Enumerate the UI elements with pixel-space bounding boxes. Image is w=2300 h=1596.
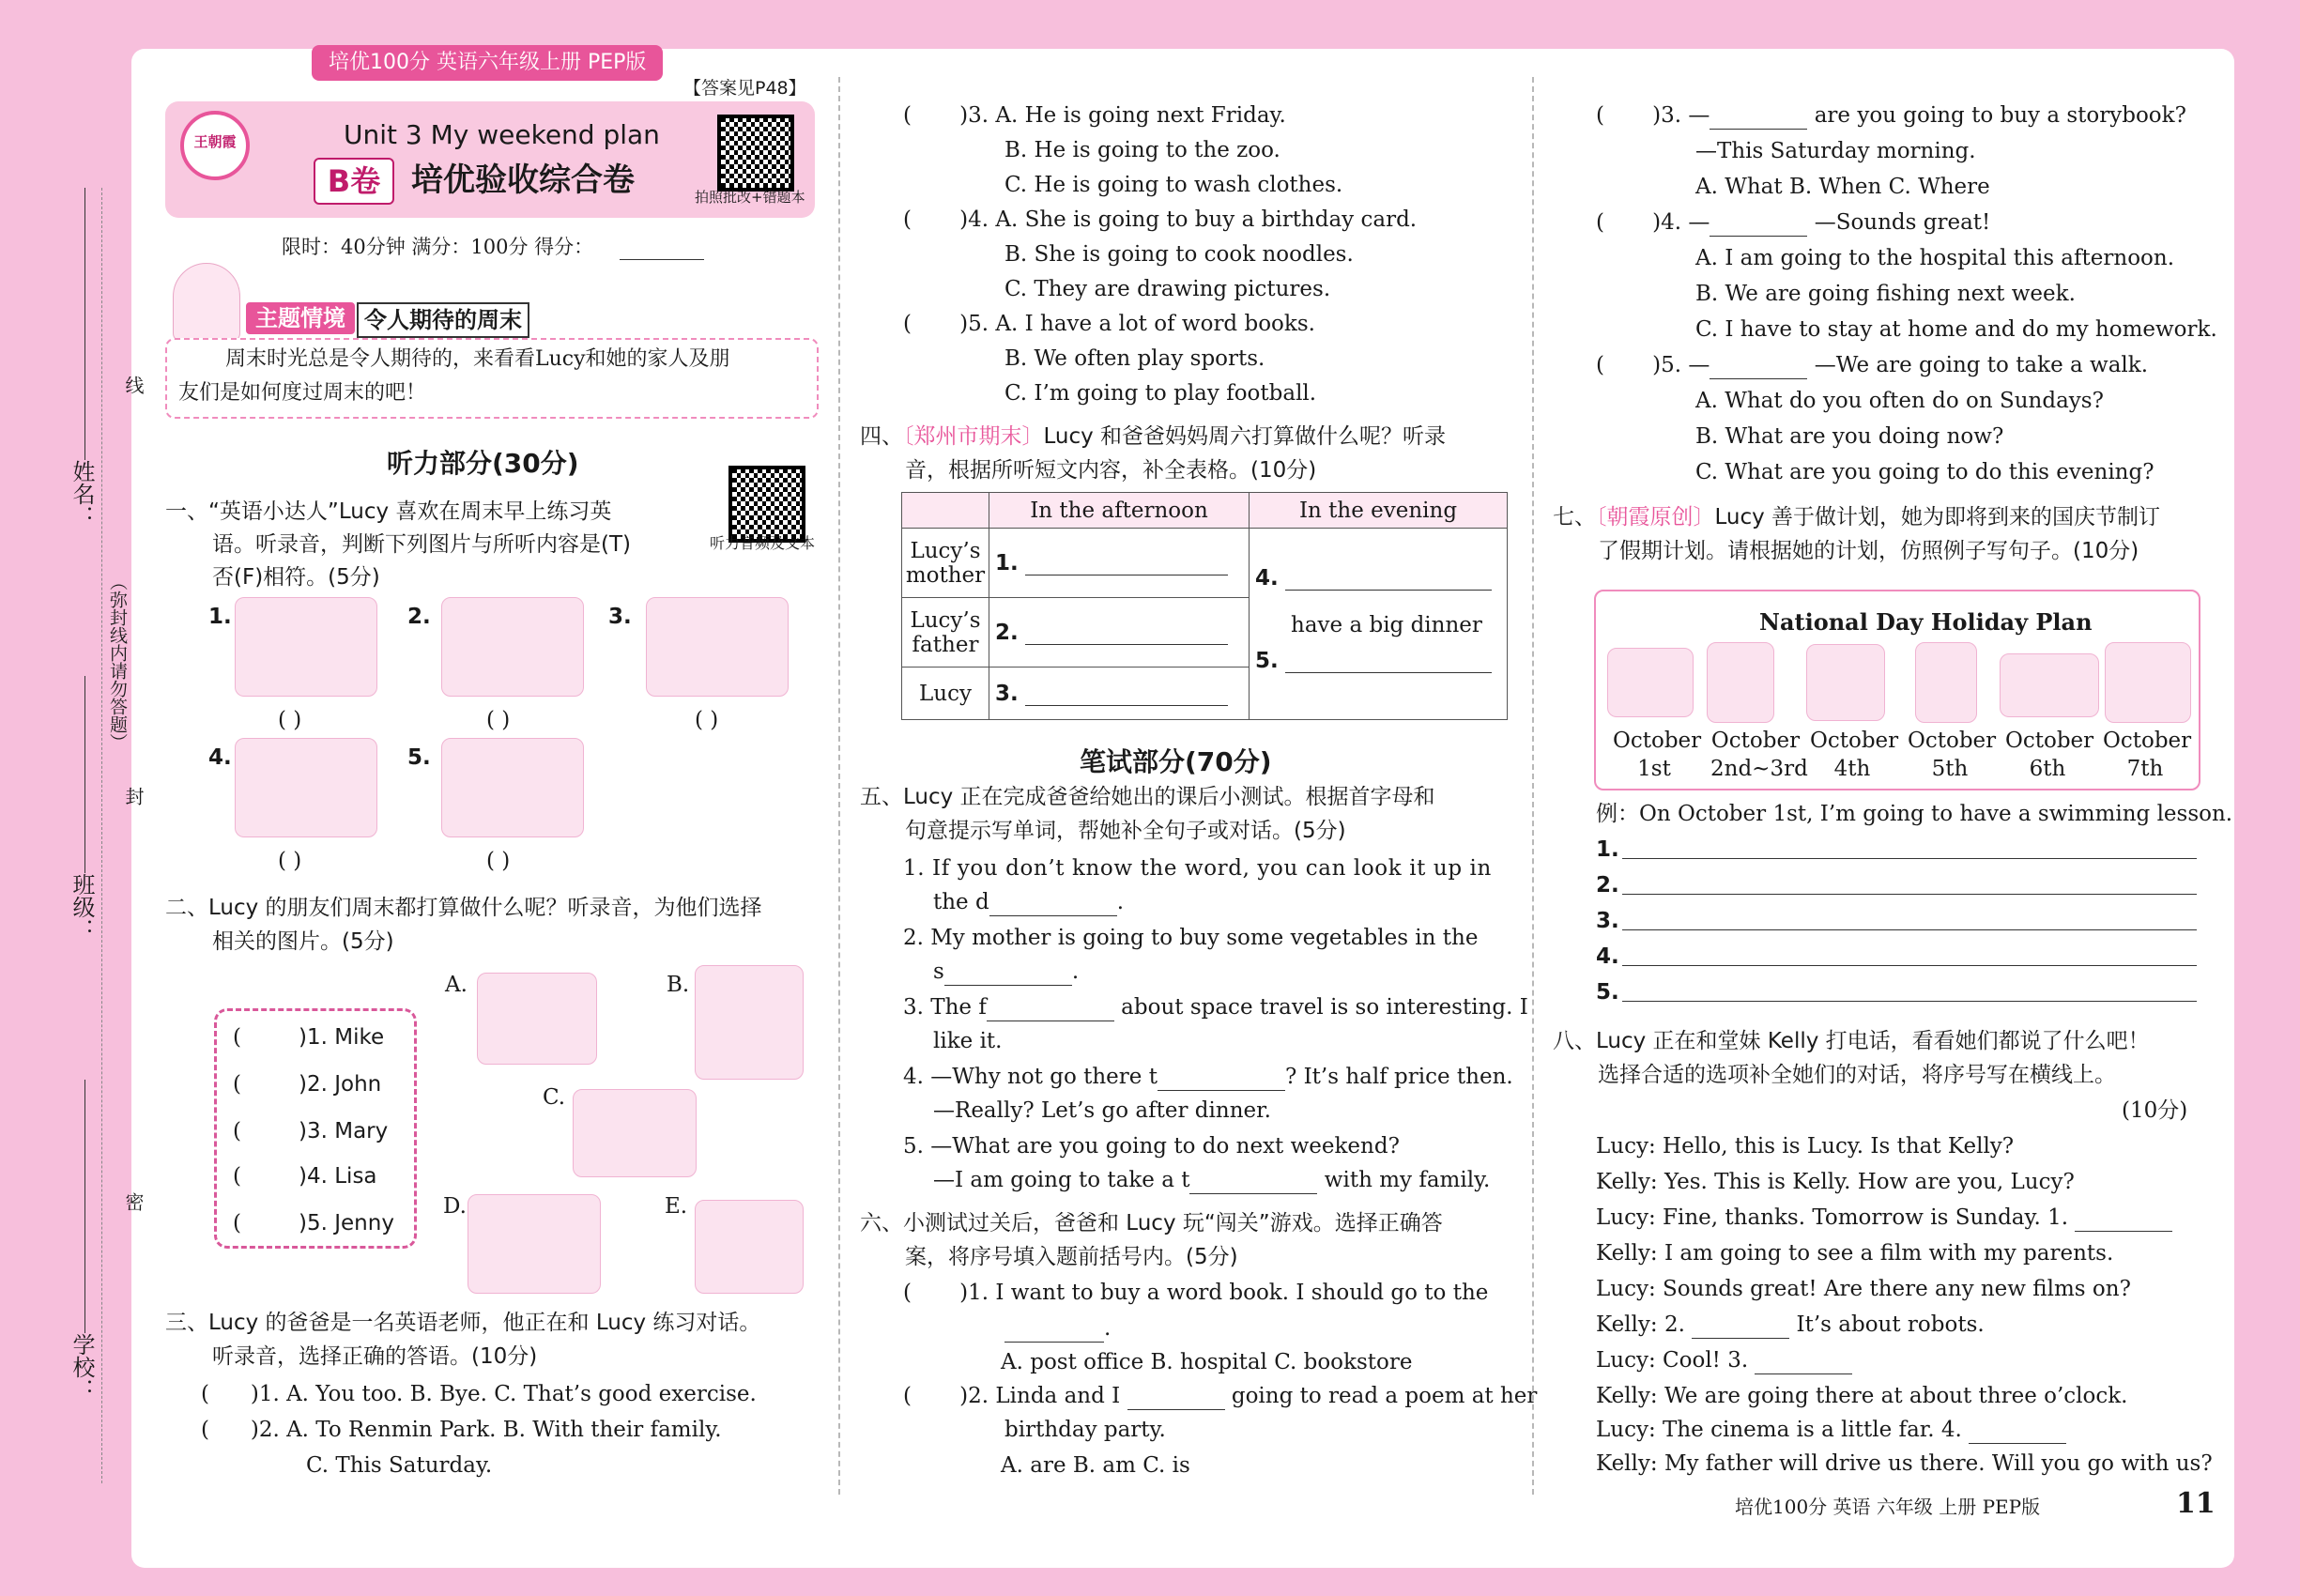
s6-q4: ( )4. — —Sounds great! xyxy=(1596,210,1991,235)
theme-text-1: 周末时光总是令人期待的，来看看Lucy和她的家人及朋 xyxy=(225,347,730,371)
s8-title-2: 选择合适的选项补全她们的对话，将序号写在横线上。 xyxy=(1598,1063,2116,1087)
s8-blank-2[interactable] xyxy=(1692,1338,1789,1339)
s6-q2-options: A. are B. am C. is xyxy=(1001,1453,1190,1478)
s2-paren-1[interactable]: ( xyxy=(233,1025,290,1050)
s4-col-afternoon: In the afternoon xyxy=(989,493,1250,529)
s3-paren-2[interactable]: ( xyxy=(201,1418,251,1442)
s7-line-4[interactable] xyxy=(1622,965,2197,966)
gutter-line-mark: 线 xyxy=(122,376,145,394)
gutter-warning: （弥封线内请勿答题） xyxy=(107,573,128,751)
s6-q1-options: A. post office B. hospital C. bookstore xyxy=(1001,1350,1413,1374)
s3-q4-b: B. She is going to cook noodles. xyxy=(1004,242,1354,267)
s1-num-3: 3. xyxy=(608,605,632,629)
listening-qr-code[interactable] xyxy=(728,466,805,543)
s7-example: 例：On October 1st, I’m going to have a swimming lesson. xyxy=(1596,802,2233,826)
plan-day-6: October 7th xyxy=(2103,729,2192,781)
publisher-logo: 王朝霞 xyxy=(180,111,250,180)
s2-picture-c xyxy=(573,1089,697,1177)
class-field[interactable] xyxy=(84,676,85,873)
s1-picture-3 xyxy=(646,597,789,697)
score-field[interactable] xyxy=(620,259,704,260)
s6-q2: ( )2. Linda and I going to read a poem at her xyxy=(903,1384,1538,1408)
s3-q2: ( )2. A. To Renmin Park. B. With their family. xyxy=(201,1418,722,1442)
s8-line-1: Lucy: Hello, this is Lucy. Is that Kelly? xyxy=(1596,1134,2015,1159)
s1-picture-4 xyxy=(235,738,377,837)
s2-pic-label-c: C. xyxy=(543,1085,566,1110)
s2-item-2: )2. John xyxy=(299,1072,382,1097)
s8-line-5: Lucy: Sounds great! Are there any new films on? xyxy=(1596,1277,2131,1301)
s8-line-7: Lucy: Cool! 3. xyxy=(1596,1346,1852,1374)
s1-paren-1[interactable]: ( ) xyxy=(278,708,302,732)
s8-score: (10分) xyxy=(2122,1098,2188,1123)
s5-blank-1[interactable] xyxy=(989,915,1117,916)
s6-blank-4[interactable] xyxy=(1710,236,1807,237)
s5-q2-b: s . xyxy=(933,959,1080,984)
s3-q3: ( )3. A. He is going next Friday. xyxy=(903,103,1286,128)
s4-given-answer: have a big dinner xyxy=(1291,613,1482,637)
s5-q5-b: —I am going to take a t with my family. xyxy=(933,1168,1491,1192)
s8-line-2: Kelly: Yes. This is Kelly. How are you, Lucy? xyxy=(1596,1170,2075,1194)
plan-day-1: October 1st xyxy=(1613,729,1702,781)
s4-table xyxy=(901,492,1508,720)
s2-pic-label-a: A. xyxy=(445,973,468,997)
s2-picture-b xyxy=(695,965,804,1080)
s8-blank-4[interactable] xyxy=(1969,1443,2066,1444)
s8-line-9: Lucy: The cinema is a little far. 4. xyxy=(1596,1416,2066,1444)
s2-paren-2[interactable]: ( xyxy=(233,1072,290,1097)
paper-qr-caption: 拍照批改+错题本 xyxy=(695,189,805,206)
s6-q5: ( )5. — —We are going to take a walk. xyxy=(1596,353,2149,377)
s2-picture-d xyxy=(468,1194,601,1294)
s4-cell-3[interactable]: 3. xyxy=(989,668,1250,720)
s5-q3-b: like it. xyxy=(933,1029,1003,1053)
s3-q4-c: C. They are drawing pictures. xyxy=(1004,277,1331,301)
s6-paren-2[interactable]: ( xyxy=(903,1384,960,1408)
plan-day-3: October 4th xyxy=(1810,729,1899,781)
s6-paren-3[interactable]: ( xyxy=(1596,103,1653,128)
s8-line-6: Kelly: 2. It’s about robots. xyxy=(1596,1312,1985,1337)
s1-paren-3[interactable]: ( ) xyxy=(695,708,719,732)
s4-row-lucy: Lucy xyxy=(902,668,989,720)
s7-num-1: 1. xyxy=(1596,837,1619,862)
s6-q5-b: B. What are you doing now? xyxy=(1695,424,2004,449)
column-divider-2 xyxy=(1532,77,1534,1495)
s6-blank-2[interactable] xyxy=(1127,1409,1225,1410)
name-label: 姓名： xyxy=(69,460,95,528)
s6-title-2: 案，将序号填入题前括号内。(5分) xyxy=(905,1245,1238,1269)
s6-paren-1[interactable]: ( xyxy=(903,1281,960,1305)
s6-blank-5[interactable] xyxy=(1710,378,1807,379)
s8-title-1: 八、Lucy 正在和堂妹 Kelly 打电话，看看她们都说了什么吧！ xyxy=(1553,1029,2150,1053)
s6-q2-b: birthday party. xyxy=(1004,1418,1166,1442)
s6-q3-options: A. What B. When C. Where xyxy=(1695,175,1990,199)
s2-title-1: 二、Lucy 的朋友们周末都打算做什么呢？听录音，为他们选择 xyxy=(165,896,762,920)
s7-tag: 〔朝霞原创〕 xyxy=(1596,505,1715,529)
s5-q4-a: 4. —Why not go there t ? It’s half price then. xyxy=(903,1065,1513,1089)
s6-paren-5[interactable]: ( xyxy=(1596,353,1653,377)
s4-title-1: 四、〔郑州市期末〕Lucy 和爸爸妈妈周六打算做什么呢？听录 xyxy=(860,424,1447,449)
plan-day-4: October 5th xyxy=(1908,729,1997,781)
listening-heading: 听力部分(30分) xyxy=(387,448,579,479)
s7-num-4: 4. xyxy=(1596,944,1619,969)
s2-paren-4[interactable]: ( xyxy=(233,1164,290,1189)
s1-num-1: 1. xyxy=(208,605,232,629)
s6-q4-c: C. I have to stay at home and do my homework. xyxy=(1695,317,2217,342)
plan-picture-1 xyxy=(1607,648,1694,717)
s4-cell-1[interactable]: 1. xyxy=(989,529,1250,598)
paper-qr-code[interactable] xyxy=(717,115,794,192)
name-field[interactable] xyxy=(84,188,85,460)
s6-q5-c: C. What are you going to do this evening? xyxy=(1695,460,2154,484)
s5-q1-a: 1. If you don’t know the word, you can look it up in xyxy=(903,856,1492,881)
answer-ref: 【答案见P48】 xyxy=(683,78,806,99)
s4-col-evening: In the evening xyxy=(1250,493,1508,529)
s2-item-4: )4. Lisa xyxy=(299,1164,377,1189)
s7-line-1[interactable] xyxy=(1622,858,2197,859)
gutter-seal-mark: 封 xyxy=(122,787,145,806)
s3-title-2: 听录音，选择正确的答语。(10分) xyxy=(212,1344,538,1369)
s3-paren-1[interactable]: ( xyxy=(201,1382,251,1406)
s1-title-3: 否(F)相符。(5分) xyxy=(212,565,380,590)
school-label: 学校： xyxy=(69,1333,95,1401)
s4-title-2: 音，根据所听短文内容，补全表格。(10分) xyxy=(905,458,1317,483)
s6-q3: ( )3. — are you going to buy a storybook? xyxy=(1596,103,2186,128)
theme-label: 主题情境 xyxy=(246,302,355,334)
s1-num-4: 4. xyxy=(208,745,232,770)
theme-title: 令人期待的周末 xyxy=(357,302,529,338)
s4-cell-5[interactable]: 5. xyxy=(1255,649,1492,673)
gutter-secret-mark: 密 xyxy=(122,1192,145,1211)
unit-title: Unit 3 My weekend plan xyxy=(344,119,660,150)
s5-q4-b: —Really? Let’s go after dinner. xyxy=(933,1098,1271,1123)
s7-num-3: 3. xyxy=(1596,909,1619,933)
s8-blank-1[interactable] xyxy=(2075,1231,2172,1232)
s3-paren-5[interactable]: ( xyxy=(903,312,960,336)
listening-qr-caption: 听力音频及文本 xyxy=(710,534,816,552)
s3-q2-c: C. This Saturday. xyxy=(306,1453,493,1478)
s6-blank-3[interactable] xyxy=(1710,129,1807,130)
s1-paren-2[interactable]: ( ) xyxy=(486,708,511,732)
written-heading: 笔试部分(70分) xyxy=(1080,746,1272,777)
plan-title: National Day Holiday Plan xyxy=(1759,608,2093,636)
s7-num-2: 2. xyxy=(1596,873,1619,898)
s5-title-1: 五、Lucy 正在完成爸爸给她出的课后小测试。根据首字母和 xyxy=(860,785,1435,809)
s1-title-1: 一、“英语小达人”Lucy 喜欢在周末早上练习英 xyxy=(165,499,612,524)
s6-paren-4[interactable]: ( xyxy=(1596,210,1653,235)
s6-q1-blank[interactable]: . xyxy=(1004,1314,1111,1343)
s3-q4: ( )4. A. She is going to buy a birthday card. xyxy=(903,207,1418,232)
s3-paren-4[interactable]: ( xyxy=(903,207,960,232)
s4-row-mother: Lucy’s mother xyxy=(902,529,989,598)
s5-blank-5[interactable] xyxy=(1189,1193,1317,1194)
s8-blank-3[interactable] xyxy=(1755,1373,1852,1374)
s2-item-1: )1. Mike xyxy=(299,1025,385,1050)
s7-title-2: 了假期计划。请根据她的计划，仿照例子写句子。(10分) xyxy=(1598,539,2139,563)
s3-q5: ( )5. A. I have a lot of word books. xyxy=(903,312,1315,336)
s7-title-1: 七、〔朝霞原创〕Lucy 善于做计划，她为即将到来的国庆节制订 xyxy=(1553,505,2161,529)
column-divider-1 xyxy=(838,77,840,1495)
s6-q1: ( )1. I want to buy a word book. I should go to the xyxy=(903,1281,1489,1305)
s4-row-father: Lucy’s father xyxy=(902,598,989,668)
class-label: 班级： xyxy=(69,873,95,941)
s6-q4-b: B. We are going fishing next week. xyxy=(1695,282,2076,306)
s3-q5-c: C. I’m going to play football. xyxy=(1004,381,1317,406)
s4-cell-4[interactable]: 4. xyxy=(1255,566,1492,591)
exam-limits: 限时：40分钟 满分：100分 得分： xyxy=(282,236,594,258)
s6-q3-b: —This Saturday morning. xyxy=(1695,139,1976,163)
s5-blank-2[interactable] xyxy=(944,985,1072,986)
s1-num-2: 2. xyxy=(407,605,431,629)
s6-q5-a: A. What do you often do on Sundays? xyxy=(1695,389,2104,413)
plan-picture-2 xyxy=(1707,642,1774,723)
s1-paren-5[interactable]: ( ) xyxy=(486,849,511,873)
page-number: 11 xyxy=(2176,1487,2216,1520)
s1-paren-4[interactable]: ( ) xyxy=(278,849,302,873)
plan-picture-4 xyxy=(1915,642,1977,723)
s5-q2-a: 2. My mother is going to buy some vegetables in the xyxy=(903,926,1479,950)
series-tag: 培优100分 英语六年级上册 PEP版 xyxy=(312,45,663,81)
s8-line-3: Lucy: Fine, thanks. Tomorrow is Sunday. 1. xyxy=(1596,1204,2172,1232)
s5-q5-a: 5. —What are you going to do next weekend? xyxy=(903,1134,1400,1159)
s3-q3-c: C. He is going to wash clothes. xyxy=(1004,173,1343,197)
s3-q5-b: B. We often play sports. xyxy=(1004,346,1265,371)
s2-item-3: )3. Mary xyxy=(299,1119,389,1143)
plan-day-5: October 6th xyxy=(2005,729,2094,781)
plan-picture-5 xyxy=(2000,653,2099,717)
s3-q3-b: B. He is going to the zoo. xyxy=(1004,138,1280,162)
s2-pic-label-b: B. xyxy=(667,973,690,997)
s4-corner xyxy=(902,493,989,529)
s5-q1-b: the d . xyxy=(933,890,1125,914)
s4-cell-2[interactable]: 2. xyxy=(989,598,1250,668)
s2-paren-5[interactable]: ( xyxy=(233,1211,290,1235)
s1-title-2: 语。听录音，判断下列图片与所听内容是(T) xyxy=(212,532,631,557)
s2-picture-a xyxy=(477,973,597,1065)
s2-pic-label-e: E. xyxy=(665,1194,688,1219)
plan-picture-6 xyxy=(2105,642,2191,723)
s1-picture-2 xyxy=(441,597,584,697)
s2-picture-e xyxy=(695,1200,804,1294)
s4-evening-cell xyxy=(1250,529,1508,720)
s5-title-2: 句意提示写单词，帮她补全句子或对话。(5分) xyxy=(905,819,1346,843)
s7-line-5[interactable] xyxy=(1622,1001,2197,1002)
teacher-avatar xyxy=(173,263,240,342)
s5-blank-4[interactable] xyxy=(1158,1090,1285,1091)
plan-day-2: October 2nd~3rd xyxy=(1710,729,1808,781)
s1-num-5: 5. xyxy=(407,745,431,770)
s1-picture-5 xyxy=(441,738,584,837)
s3-q1: ( )1. A. You too. B. Bye. C. That’s good exercise. xyxy=(201,1382,757,1406)
footer-info: 培优100分 英语 六年级 上册 PEP版 xyxy=(1735,1496,2041,1518)
s8-line-8: Kelly: We are going there at about three o’clock. xyxy=(1596,1384,2128,1408)
theme-text-2: 友们是如何度过周末的吧！ xyxy=(178,381,427,405)
s8-line-10: Kelly: My father will drive us there. Will you go with us? xyxy=(1596,1451,2213,1476)
s7-line-2[interactable] xyxy=(1622,894,2197,895)
s7-line-3[interactable] xyxy=(1622,929,2197,930)
s2-item-5: )5. Jenny xyxy=(299,1211,394,1235)
s5-q3-a: 3. The f about space travel is so interesting. I xyxy=(903,995,1528,1020)
paper-label: B卷 xyxy=(314,158,394,205)
school-field[interactable] xyxy=(84,1080,85,1333)
paper-title: 培优验收综合卷 xyxy=(411,161,635,199)
s7-num-5: 5. xyxy=(1596,980,1619,1005)
plan-picture-3 xyxy=(1806,644,1885,721)
s2-pic-label-d: D. xyxy=(443,1194,467,1219)
s2-paren-3[interactable]: ( xyxy=(233,1119,290,1143)
s2-title-2: 相关的图片。(5分) xyxy=(212,929,394,954)
s6-title-1: 六、小测试过关后，爸爸和 Lucy 玩“闯关”游戏。选择正确答 xyxy=(860,1211,1443,1235)
s3-title-1: 三、Lucy 的爸爸是一名英语老师，他正在和 Lucy 练习对话。 xyxy=(165,1311,761,1335)
s3-paren-3[interactable]: ( xyxy=(903,103,960,128)
s6-q4-a: A. I am going to the hospital this afternoon. xyxy=(1695,246,2175,270)
s8-line-4: Kelly: I am going to see a film with my parents. xyxy=(1596,1241,2114,1266)
s1-picture-1 xyxy=(235,597,377,697)
seal-line xyxy=(101,188,102,1483)
s4-tag: 〔郑州市期末〕 xyxy=(903,424,1044,449)
